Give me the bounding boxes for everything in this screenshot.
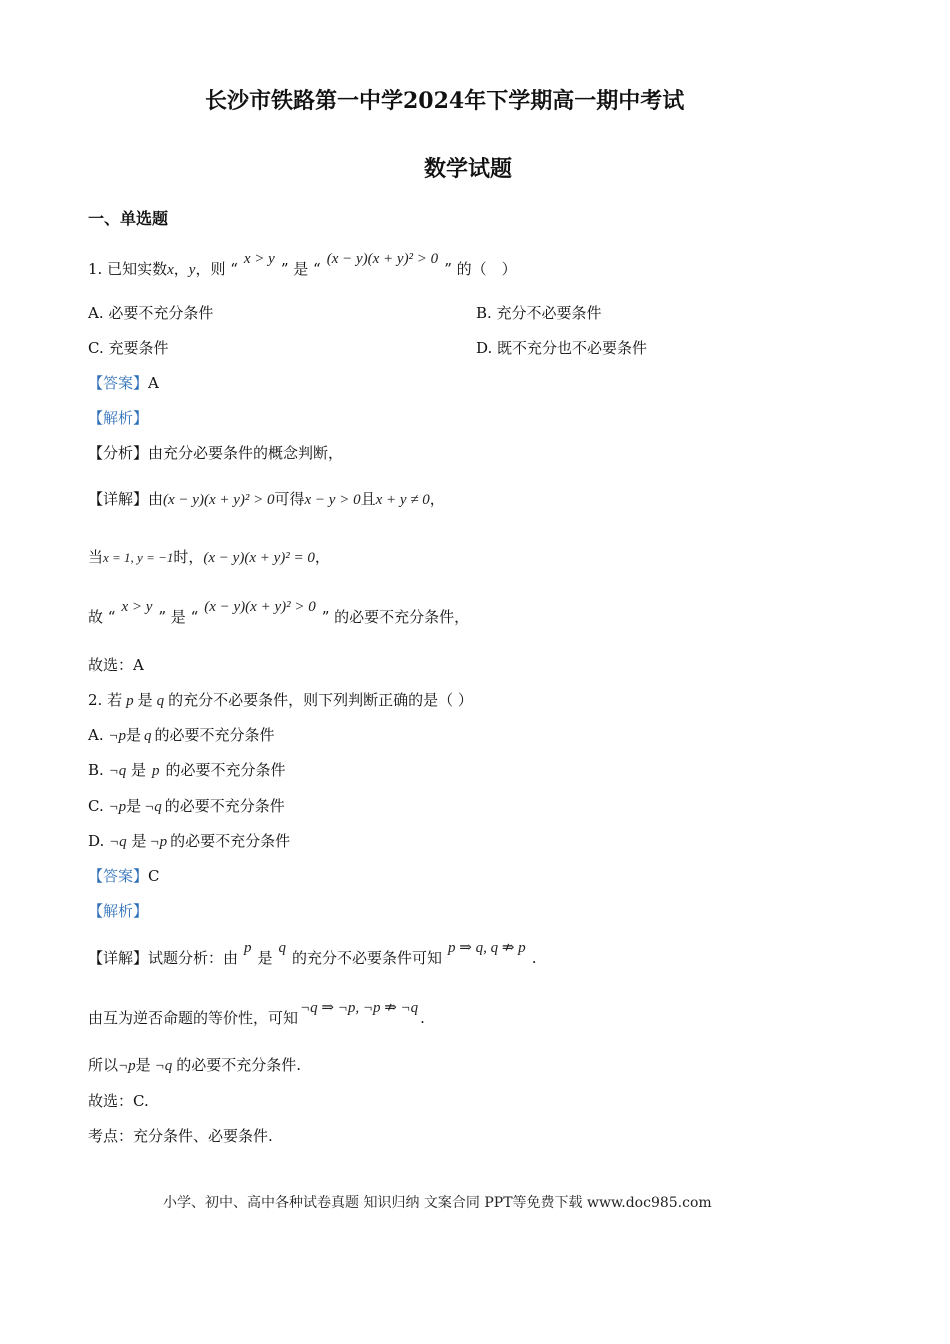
q1-option-c: C. 充要条件 <box>88 339 169 357</box>
detail-var-q: q <box>278 940 287 956</box>
opt-letter: D. <box>88 832 105 850</box>
q2-text-c: 的充分不必要条件，则下列判断正确的是（ ） <box>168 691 473 709</box>
opt-formula-2: ¬p <box>149 834 168 850</box>
q2-option-b <box>88 759 286 780</box>
q2-kaodian: 考点：充分条件、必要条件. <box>88 1127 273 1145</box>
answer-value: C <box>148 867 160 885</box>
q1-text-c: ， <box>173 260 189 278</box>
detail-text-d: ， <box>429 490 445 508</box>
when-text-b: 时， <box>173 548 204 566</box>
opt-formula-2: q <box>144 728 152 744</box>
opt-formula-2: ¬q <box>144 799 162 815</box>
q2-choose: 故选：C. <box>88 1092 149 1110</box>
opt-letter: A. <box>88 726 104 744</box>
q1-text-a: 1. 已知实数 <box>88 260 168 278</box>
when-text-c: ， <box>314 548 330 566</box>
opt-text-end: 的必要不充分条件 <box>164 797 285 815</box>
so-text-a: 所以 <box>88 1056 119 1074</box>
q2-var-p: p <box>126 693 134 709</box>
q2-text-b: 是 <box>137 691 153 709</box>
equiv-text-a: 由互为逆否命题的等价性，可知 <box>88 1009 299 1027</box>
equiv-formula: ¬q ⇒ ¬p, ¬p ⇏ ¬q <box>300 1000 419 1016</box>
answer-tag: 【答案】 <box>88 867 149 885</box>
q1-formula-2: (x − y)(x + y)² > 0 <box>326 251 439 267</box>
opt-formula-1: ¬p <box>108 799 127 815</box>
when-text-a: 当 <box>88 548 104 566</box>
answer-value: A <box>148 374 159 392</box>
detail-var-p: p <box>244 940 252 956</box>
detail-text-a: 【详解】试题分析：由 <box>88 949 239 967</box>
opt-formula-1: ¬q <box>108 763 127 779</box>
q2-detail <box>88 940 537 968</box>
q1-choose: 故选：A <box>88 656 144 674</box>
when-formula-1: x = 1, y = −1 <box>103 550 174 565</box>
detail-text-a: 【详解】由 <box>88 490 164 508</box>
q1-option-b: B. 充分不必要条件 <box>476 304 602 322</box>
so-text-c: 的必要不充分条件. <box>176 1056 302 1074</box>
equiv-text-b: . <box>420 1009 425 1027</box>
detail-text-b: 可得 <box>274 490 305 508</box>
q1-option-d: D. 既不充分也不必要条件 <box>476 339 648 357</box>
detail-text-d: . <box>531 949 537 967</box>
opt-formula-1: ¬p <box>108 728 127 744</box>
question-1-stem <box>88 251 517 279</box>
q2-option-a <box>88 724 275 745</box>
answer-tag: 【答案】 <box>88 374 149 392</box>
q2-var-q: q <box>156 693 165 709</box>
q1-var-y: y <box>188 262 196 278</box>
exam-subtitle: 数学试题 <box>424 156 513 182</box>
q2-text-a: 2. 若 <box>88 691 123 709</box>
q1-counterexample <box>88 546 330 567</box>
detail-formula: p ⇒ q, q ⇏ p <box>448 940 526 956</box>
opt-text: 是 <box>126 797 142 815</box>
q1-detail <box>88 488 445 509</box>
gu-text-b: ” 是 “ <box>158 608 199 626</box>
q2-analysis-tag: 【解析】 <box>88 902 149 920</box>
so-formula-1: ¬p <box>118 1058 136 1074</box>
opt-text-end: 的必要不充分条件 <box>170 832 291 850</box>
detail-text-c: 且 <box>360 490 376 508</box>
q2-so <box>88 1054 301 1075</box>
q2-answer <box>88 865 160 886</box>
q1-formula-1: x > y <box>243 251 275 267</box>
q1-text-g: ” 的（ ） <box>444 260 517 278</box>
q2-option-d <box>88 830 290 851</box>
opt-text: 是 <box>130 761 146 779</box>
detail-formula-3: x + y ≠ 0 <box>375 492 430 508</box>
q1-var-x: x <box>167 262 174 278</box>
page-footer: 小学、初中、高中各种试卷真题 知识归纳 文案合同 PPT等免费下载 www.doc985.com <box>163 1195 712 1211</box>
detail-text-c: 的充分不必要条件可知 <box>292 949 443 967</box>
q1-answer <box>88 372 159 393</box>
q2-equivalence <box>88 1000 425 1028</box>
detail-formula-1: (x − y)(x + y)² > 0 <box>163 492 275 508</box>
opt-text: 是 <box>131 832 147 850</box>
opt-formula-1: ¬q <box>109 834 127 850</box>
opt-text-end: 的必要不充分条件 <box>165 761 286 779</box>
section-heading: 一、单选题 <box>88 209 169 228</box>
gu-text-c: ” 的必要不充分条件， <box>321 608 470 626</box>
opt-text: 是 <box>126 726 142 744</box>
gu-formula-2: (x − y)(x + y)² > 0 <box>204 599 316 615</box>
opt-formula-2: p <box>152 763 160 779</box>
q1-conclusion <box>88 599 470 627</box>
q2-option-c <box>88 795 285 816</box>
q1-analysis-tag: 【解析】 <box>88 409 149 427</box>
q1-text-f: ” 是 “ <box>280 260 321 278</box>
opt-letter: B. <box>88 761 104 779</box>
gu-text-a: 故 “ <box>88 608 116 626</box>
so-text-b: 是 <box>135 1056 151 1074</box>
opt-letter: C. <box>88 797 104 815</box>
q1-fenxi: 【分析】由充分必要条件的概念判断， <box>88 444 344 462</box>
opt-text-end: 的必要不充分条件 <box>154 726 275 744</box>
so-formula-2: ¬q <box>154 1058 173 1074</box>
gu-formula-1: x > y <box>121 599 153 615</box>
q1-option-a: A. 必要不充分条件 <box>88 304 214 322</box>
detail-formula-2: x − y > 0 <box>304 492 361 508</box>
question-2-stem <box>88 689 473 710</box>
when-formula-2: (x − y)(x + y)² = 0 <box>203 550 315 566</box>
detail-text-b: 是 <box>257 949 273 967</box>
q1-text-e: ，则 “ <box>195 260 238 278</box>
exam-title: 长沙市铁路第一中学2024年下学期高一期中考试 <box>205 88 685 114</box>
